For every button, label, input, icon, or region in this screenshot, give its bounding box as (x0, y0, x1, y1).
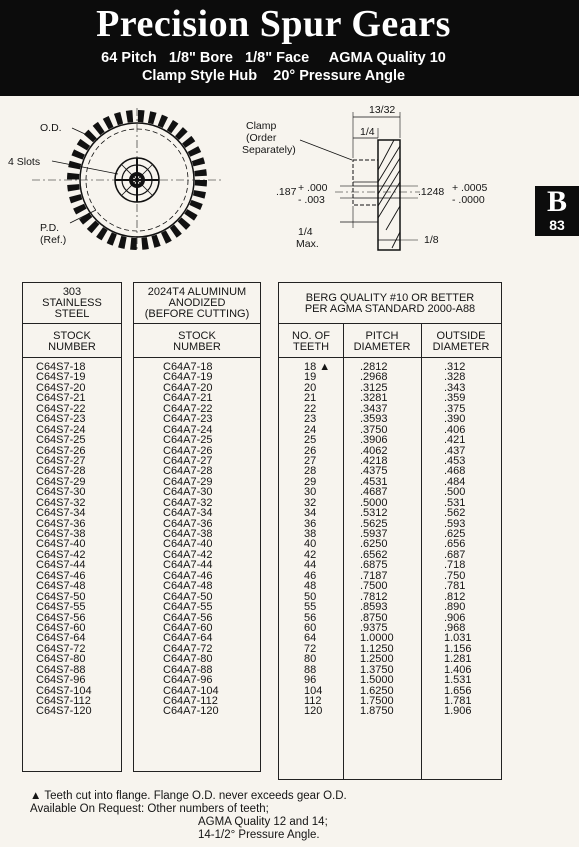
stock-number-cell: C64S7-96 (36, 674, 86, 687)
outside-diameter-cell: .375 (444, 402, 466, 415)
stock-number-cell: C64S7-46 (36, 569, 86, 582)
stock-number-cell: C64A7-55 (163, 601, 213, 614)
stock-number-cell: C64S7-88 (36, 663, 86, 676)
stock-number-cell: C64A7-32 (163, 496, 213, 509)
stock-number-cell: C64S7-34 (36, 507, 86, 520)
pitch-diameter-cell: .7812 (360, 590, 388, 603)
aluminum-stock-numbers (163, 362, 219, 717)
stock-number-cell: C64A7-120 (163, 705, 219, 718)
outside-diameter-cell: .593 (444, 517, 466, 530)
dim-1248: .1248 (418, 186, 445, 198)
stock-number-cell: C64A7-72 (163, 642, 213, 655)
teeth-cell: 30 (304, 486, 317, 499)
pitch-diameter-cell: .5000 (360, 496, 388, 509)
outside-diameter-cell: .531 (444, 496, 466, 509)
dim-1-8: 1/8 (424, 234, 439, 246)
material-line: ANODIZED (168, 297, 226, 309)
pitch-header: DIAMETER (353, 341, 411, 353)
outside-diameter-cell: .359 (444, 392, 466, 405)
divider (23, 357, 121, 358)
teeth-cell: 96 (304, 674, 317, 687)
page-title: Precision Spur Gears (96, 3, 451, 45)
stock-number-cell: C64S7-29 (36, 475, 86, 488)
section-letter: B (546, 185, 567, 218)
outside-diameter-cell: 1.281 (444, 653, 472, 666)
stock-number-cell: C64A7-21 (163, 392, 213, 405)
stock-number-cell: C64A7-56 (163, 611, 213, 624)
footnote-line: 14-1/2° Pressure Angle. (198, 829, 320, 841)
teeth-cell: 24 (304, 423, 317, 436)
stock-number-cell: C64A7-26 (163, 444, 213, 457)
stock-number-cell: C64S7-24 (36, 423, 86, 436)
teeth-values (304, 362, 330, 717)
pitch-diameter-cell: .4218 (360, 454, 388, 467)
teeth-cell: 38 (304, 528, 317, 540)
pitch-diameter-cell: .9375 (360, 621, 388, 634)
stock-number-cell: C64S7-20 (36, 381, 86, 394)
clamp-order-label: (Order (246, 132, 277, 144)
teeth-cell: 18 ▲ (304, 361, 331, 373)
dim-1-4-max: 1/4 (298, 226, 313, 238)
stock-number-cell: C64S7-40 (36, 538, 86, 551)
stock-number-cell: C64S7-19 (36, 371, 86, 384)
standard-header: BERG QUALITY #10 OR BETTER (305, 292, 475, 304)
teeth-cell: 44 (304, 559, 317, 572)
pitch-diameter-cell: 1.1250 (360, 642, 394, 655)
pitch-diameter-cell: .3906 (360, 434, 388, 447)
stock-number-cell: C64A7-104 (163, 684, 219, 697)
stock-number-cell: C64A7-50 (163, 590, 213, 603)
material-line: STEEL (54, 308, 90, 320)
pitch-diameter-values (360, 362, 394, 717)
stock-number-cell: C64A7-19 (163, 371, 213, 384)
outside-diameter-cell: 1.781 (444, 695, 472, 707)
stock-number-cell: C64A7-88 (163, 663, 213, 676)
stock-number-cell: C64S7-18 (36, 361, 86, 373)
spec-line-1: 64 Pitch 1/8" Bore 1/8" Face AGMA Quality 10 (101, 50, 446, 66)
tolerance-minus-2: - .0000 (452, 194, 485, 206)
teeth-cell: 21 (304, 392, 317, 405)
outside-diameter-cell: .500 (444, 486, 466, 499)
outside-diameter-cell: 1.156 (444, 642, 472, 655)
stock-number-cell: C64S7-80 (36, 653, 86, 666)
pitch-diameter-cell: .7500 (360, 580, 388, 593)
stock-number-cell: C64S7-38 (36, 528, 86, 540)
outside-diameter-cell: 1.906 (444, 705, 472, 718)
footnote (30, 790, 347, 842)
stock-number-cell: C64S7-55 (36, 601, 86, 614)
footnote-line: ▲ Teeth cut into flange. Flange O.D. never exceeds gear O.D. (30, 790, 347, 802)
stainless-stock-numbers (36, 362, 92, 717)
divider (134, 357, 260, 358)
teeth-cell: 20 (304, 381, 317, 394)
teeth-cell: 25 (304, 434, 317, 447)
teeth-header: TEETH (292, 341, 330, 353)
stock-number-cell: C64S7-21 (36, 392, 86, 405)
pitch-diameter-cell: .4531 (360, 475, 388, 488)
stock-number-cell: C64S7-30 (36, 486, 86, 499)
outside-diameter-cell: .625 (444, 528, 466, 540)
clamp-label: Clamp (246, 120, 277, 132)
slots-label: 4 Slots (8, 156, 41, 168)
stock-number-cell: C64A7-18 (163, 361, 213, 373)
outside-diameter-cell: .906 (444, 611, 466, 624)
pitch-diameter-cell: 1.0000 (360, 632, 394, 645)
dim-187: .187 (276, 186, 297, 198)
stock-number-cell: C64A7-46 (163, 569, 213, 582)
outside-diameter-cell: .437 (444, 444, 466, 457)
stock-number-cell: C64A7-112 (163, 695, 218, 707)
teeth-cell: 88 (304, 663, 317, 676)
stock-number-cell: C64A7-64 (163, 632, 213, 645)
outside-diameter-cell: .312 (444, 361, 466, 373)
pitch-diameter-cell: 1.3750 (360, 663, 394, 676)
stock-number-cell: C64A7-48 (163, 580, 213, 593)
outside-diameter-cell: .656 (444, 538, 466, 551)
divider (134, 323, 260, 324)
outside-diameter-cell: .406 (444, 423, 466, 436)
column-header: STOCK (53, 330, 91, 342)
stock-number-cell: C64A7-28 (163, 465, 213, 478)
od-header: OUTSIDE (436, 330, 486, 342)
teeth-cell: 50 (304, 590, 317, 603)
pitch-diameter-cell: .3437 (360, 402, 388, 415)
column-divider (421, 323, 422, 779)
divider (23, 323, 121, 324)
teeth-cell: 48 (304, 580, 317, 593)
stock-number-cell: C64A7-36 (163, 517, 213, 530)
stock-number-cell: C64A7-23 (163, 413, 213, 426)
stock-number-cell: C64S7-22 (36, 402, 86, 415)
stock-number-cell: C64A7-34 (163, 507, 213, 520)
dim-1-4-top: 1/4 (360, 126, 375, 138)
stock-number-cell: C64S7-27 (36, 454, 86, 467)
stock-number-cell: C64S7-60 (36, 621, 86, 634)
stock-number-cell: C64S7-28 (36, 465, 86, 478)
outside-diameter-cell: .421 (444, 434, 466, 447)
material-line: 2024T4 ALUMINUM (147, 286, 247, 298)
teeth-cell: 80 (304, 653, 317, 666)
outside-diameter-cell: .812 (444, 590, 466, 603)
dim-13-32: 13/32 (369, 104, 396, 116)
stock-number-cell: C64S7-112 (36, 695, 91, 707)
gear-drawing (0, 0, 579, 270)
teeth-cell: 112 (304, 695, 322, 707)
outside-diameter-cell: .484 (444, 475, 466, 488)
outside-diameter-cell: .328 (444, 371, 466, 384)
stock-number-cell: C64S7-50 (36, 590, 86, 603)
teeth-cell: 32 (304, 496, 317, 509)
outside-diameter-cell: .390 (444, 413, 466, 426)
spec-line-2: Clamp Style Hub 20° Pressure Angle (141, 68, 406, 84)
stock-number-cell: C64A7-42 (163, 548, 213, 561)
stock-number-cell: C64S7-23 (36, 413, 86, 426)
pitch-diameter-cell: 1.8750 (360, 705, 394, 718)
stock-number-cell: C64A7-40 (163, 538, 213, 551)
teeth-cell: 60 (304, 621, 317, 634)
column-header: NUMBER (173, 341, 221, 353)
pitch-diameter-cell: .3125 (360, 381, 388, 394)
pitch-diameter-cell: .6250 (360, 538, 388, 551)
pitch-diameter-cell: .5625 (360, 517, 388, 530)
outside-diameter-cell: .750 (444, 569, 466, 582)
outside-diameter-values (444, 362, 472, 717)
teeth-cell: 34 (304, 507, 317, 520)
stock-number-cell: C64A7-96 (163, 674, 213, 687)
material-line: (BEFORE CUTTING) (144, 308, 250, 320)
column-header: NUMBER (48, 341, 96, 353)
pitch-diameter-cell: .2812 (360, 361, 388, 373)
stock-number-cell: C64A7-30 (163, 486, 213, 499)
pitch-diameter-cell: .6562 (360, 548, 388, 561)
dim-max-label: Max. (296, 238, 319, 250)
stock-number-cell: C64A7-22 (163, 402, 213, 415)
stock-number-cell: C64S7-44 (36, 559, 86, 572)
column-divider (343, 323, 344, 779)
teeth-cell: 104 (304, 684, 323, 697)
divider (279, 357, 501, 358)
clamp-separately-label: Separately) (242, 144, 296, 156)
pitch-diameter-cell: .7187 (360, 569, 388, 582)
stock-number-cell: C64A7-24 (163, 423, 213, 436)
stock-number-cell: C64S7-26 (36, 444, 86, 457)
outside-diameter-cell: .343 (444, 381, 466, 394)
teeth-cell: 29 (304, 475, 317, 488)
stock-number-cell: C64A7-44 (163, 559, 213, 572)
pitch-diameter-cell: .4687 (360, 486, 388, 499)
pitch-diameter-cell: .5312 (360, 507, 388, 520)
outside-diameter-cell: .562 (444, 507, 466, 520)
teeth-cell: 40 (304, 538, 317, 551)
teeth-cell: 72 (304, 642, 317, 655)
stock-number-cell: C64S7-25 (36, 434, 86, 447)
teeth-cell: 26 (304, 444, 317, 457)
pitch-diameter-cell: .4375 (360, 465, 388, 478)
outside-diameter-cell: 1.406 (444, 663, 472, 676)
pd-ref-label: (Ref.) (40, 234, 67, 246)
pitch-diameter-cell: 1.5000 (360, 674, 394, 687)
stock-number-cell: C64S7-32 (36, 496, 86, 509)
stock-number-cell: C64S7-48 (36, 580, 86, 593)
stock-number-cell: C64A7-20 (163, 381, 213, 394)
pitch-header: PITCH (365, 330, 399, 342)
outside-diameter-cell: .781 (444, 580, 466, 593)
page-number: 83 (549, 217, 565, 233)
teeth-cell: 56 (304, 611, 317, 624)
pd-label: P.D. (40, 222, 60, 234)
pitch-diameter-cell: .8593 (360, 601, 388, 614)
od-header: DIAMETER (432, 341, 490, 353)
pitch-diameter-cell: .5937 (360, 528, 388, 540)
stock-number-cell: C64A7-29 (163, 475, 213, 488)
pitch-diameter-cell: .2968 (360, 371, 388, 384)
material-line: 303 (62, 286, 82, 298)
outside-diameter-cell: .968 (444, 621, 466, 634)
footnote-line: Available On Request: Other numbers of teeth; (30, 803, 269, 815)
outside-diameter-cell: .468 (444, 465, 466, 478)
footnote-line: AGMA Quality 12 and 14; (198, 816, 328, 828)
teeth-cell: 64 (304, 632, 317, 645)
column-header: STOCK (178, 330, 216, 342)
pitch-diameter-cell: .6875 (360, 559, 388, 572)
stock-number-cell: C64S7-104 (36, 684, 92, 697)
material-line: STAINLESS (42, 297, 102, 309)
stock-number-cell: C64S7-56 (36, 611, 86, 624)
outside-diameter-cell: .687 (444, 548, 466, 561)
od-label: O.D. (40, 122, 62, 134)
pitch-diameter-cell: 1.6250 (360, 684, 394, 697)
stock-number-cell: C64S7-64 (36, 632, 86, 645)
tolerance-minus-1: - .003 (298, 194, 325, 206)
divider (279, 323, 501, 324)
pitch-diameter-cell: .3750 (360, 423, 388, 436)
stock-number-cell: C64A7-60 (163, 621, 213, 634)
teeth-cell: 28 (304, 465, 317, 478)
teeth-cell: 42 (304, 548, 317, 561)
outside-diameter-cell: .453 (444, 454, 466, 467)
stock-number-cell: C64S7-72 (36, 642, 86, 655)
pitch-diameter-cell: .3281 (360, 392, 388, 405)
outside-diameter-cell: .718 (444, 559, 466, 572)
pitch-diameter-cell: .3593 (360, 413, 388, 426)
pitch-diameter-cell: .4062 (360, 444, 388, 457)
teeth-cell: 36 (304, 517, 317, 530)
teeth-cell: 23 (304, 413, 317, 426)
stock-number-cell: C64A7-25 (163, 434, 213, 447)
outside-diameter-cell: 1.656 (444, 684, 472, 697)
teeth-cell: 120 (304, 705, 323, 718)
stock-number-cell: C64S7-120 (36, 705, 92, 718)
outside-diameter-cell: .890 (444, 601, 466, 614)
stock-number-cell: C64A7-27 (163, 454, 213, 467)
stock-number-cell: C64S7-36 (36, 517, 86, 530)
teeth-cell: 55 (304, 601, 317, 614)
stock-number-cell: C64A7-38 (163, 528, 213, 540)
stock-number-cell: C64A7-80 (163, 653, 213, 666)
teeth-header: NO. OF (292, 330, 330, 342)
tolerance-plus-2: + .0005 (452, 182, 488, 194)
teeth-cell: 27 (304, 454, 317, 467)
pitch-diameter-cell: 1.2500 (360, 653, 394, 666)
outside-diameter-cell: 1.031 (444, 632, 472, 645)
teeth-cell: 19 (304, 371, 317, 384)
pitch-diameter-cell: .8750 (360, 611, 388, 624)
pitch-diameter-cell: 1.7500 (360, 695, 394, 707)
stock-number-cell: C64S7-42 (36, 548, 86, 561)
standard-header: PER AGMA STANDARD 2000-A88 (304, 303, 476, 315)
tolerance-plus-1: + .000 (298, 182, 328, 194)
outside-diameter-cell: 1.531 (444, 674, 472, 687)
teeth-cell: 22 (304, 402, 317, 415)
teeth-cell: 46 (304, 569, 317, 582)
